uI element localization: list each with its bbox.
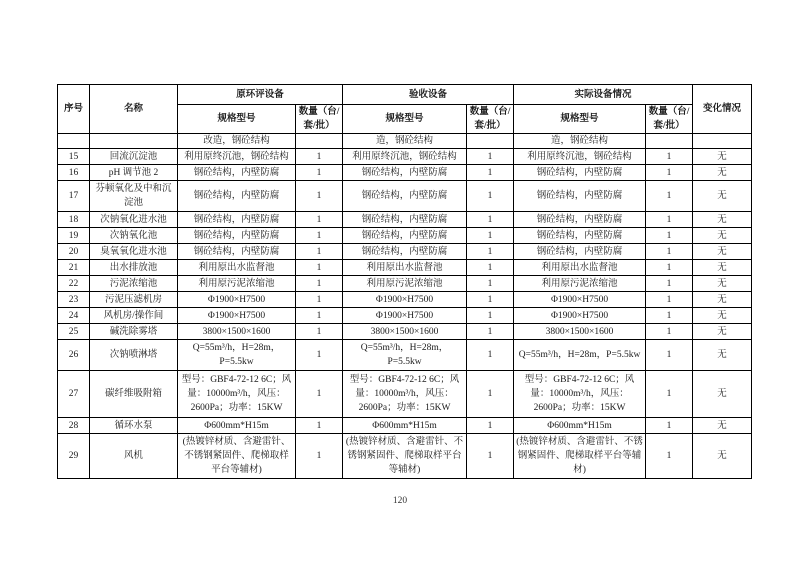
cell-qty-acceptance: 1 — [467, 434, 514, 479]
cell-index: 28 — [58, 418, 90, 434]
cell-index: 27 — [58, 371, 90, 418]
cell-spec-acceptance: Q=55m³/h，H=28m，P=5.5kw — [343, 340, 467, 371]
cell-qty-eia: 1 — [296, 149, 343, 165]
header-qty-eia: 数量（台/套/批） — [296, 105, 343, 134]
header-group-row — [58, 85, 752, 105]
cell-qty-actual: 1 — [646, 165, 693, 181]
header-index: 序号 — [58, 85, 90, 134]
cell-spec-actual: 钢砼结构，内壁防腐 — [514, 228, 646, 244]
cell-spec-acceptance: 利用原出水监督池 — [343, 260, 467, 276]
cell-qty-actual: 1 — [646, 418, 693, 434]
cell-index: 19 — [58, 228, 90, 244]
cell-spec-actual: 利用原污泥浓缩池 — [514, 276, 646, 292]
cell-index: 25 — [58, 324, 90, 340]
cell-change: 无 — [693, 149, 752, 165]
cell-name: 碱洗除雾塔 — [90, 324, 178, 340]
table-row — [58, 134, 752, 149]
cell-qty-actual: 1 — [646, 308, 693, 324]
table-row — [58, 228, 752, 244]
cell-qty-actual: 1 — [646, 292, 693, 308]
table-row — [58, 244, 752, 260]
table-row — [58, 212, 752, 228]
cell-qty-actual: 1 — [646, 371, 693, 418]
header-spec-actual: 规格型号 — [514, 105, 646, 134]
cell-index: 15 — [58, 149, 90, 165]
equipment-table — [57, 84, 752, 479]
cell-spec-eia: (热镀锌材质、含避雷针、不锈钢紧固件、爬梯取样平台等辅材) — [178, 434, 296, 479]
cell-spec-eia: 钢砼结构，内壁防腐 — [178, 212, 296, 228]
cell-qty-eia: 1 — [296, 434, 343, 479]
cell-spec-acceptance: 型号：GBF4-72-12 6C；风量：10000m³/h，风压：2600Pa；功率：15KW — [343, 371, 467, 418]
table-row — [58, 276, 752, 292]
cell-name: 回流沉淀池 — [90, 149, 178, 165]
cell-name: 次钠氧化池 — [90, 228, 178, 244]
cell-spec-acceptance: 3800×1500×1600 — [343, 324, 467, 340]
cell-spec-actual: 钢砼结构，内壁防腐 — [514, 165, 646, 181]
cell-spec-eia: 钢砼结构，内壁防腐 — [178, 165, 296, 181]
cell-index: 23 — [58, 292, 90, 308]
cell-spec-acceptance: Φ1900×H7500 — [343, 292, 467, 308]
header-change: 变化情况 — [693, 85, 752, 134]
cell-spec-eia: 钢砼结构，内壁防腐 — [178, 181, 296, 212]
cell-qty-actual — [646, 134, 693, 149]
cell-qty-acceptance: 1 — [467, 324, 514, 340]
cell-spec-eia: Φ600mm*H15m — [178, 418, 296, 434]
cell-qty-eia: 1 — [296, 324, 343, 340]
cell-spec-actual: Φ1900×H7500 — [514, 308, 646, 324]
table-row — [58, 340, 752, 371]
cell-change: 无 — [693, 260, 752, 276]
table-row — [58, 324, 752, 340]
cell-change: 无 — [693, 165, 752, 181]
cell-change: 无 — [693, 228, 752, 244]
cell-change: 无 — [693, 418, 752, 434]
cell-name: 循环水泵 — [90, 418, 178, 434]
cell-spec-eia: 3800×1500×1600 — [178, 324, 296, 340]
cell-index: 16 — [58, 165, 90, 181]
cell-qty-acceptance: 1 — [467, 308, 514, 324]
cell-qty-acceptance: 1 — [467, 149, 514, 165]
table-row — [58, 434, 752, 479]
cell-spec-actual: Φ600mm*H15m — [514, 418, 646, 434]
cell-change: 无 — [693, 340, 752, 371]
cell-qty-acceptance: 1 — [467, 165, 514, 181]
cell-qty-acceptance: 1 — [467, 292, 514, 308]
cell-qty-eia: 1 — [296, 181, 343, 212]
cell-name: 碳纤维吸附箱 — [90, 371, 178, 418]
cell-spec-actual: Φ1900×H7500 — [514, 292, 646, 308]
cell-change — [693, 134, 752, 149]
cell-spec-actual: 钢砼结构，内壁防腐 — [514, 212, 646, 228]
cell-spec-acceptance: 造，钢砼结构 — [343, 134, 467, 149]
cell-spec-acceptance: 利用原污泥浓缩池 — [343, 276, 467, 292]
cell-qty-actual: 1 — [646, 181, 693, 212]
cell-qty-eia: 1 — [296, 418, 343, 434]
header-spec-eia: 规格型号 — [178, 105, 296, 134]
cell-qty-acceptance: 1 — [467, 212, 514, 228]
cell-name: pH 调节池 2 — [90, 165, 178, 181]
cell-spec-eia: Φ1900×H7500 — [178, 308, 296, 324]
cell-index: 29 — [58, 434, 90, 479]
cell-name: 污泥压滤机房 — [90, 292, 178, 308]
cell-change: 无 — [693, 244, 752, 260]
cell-spec-eia: Φ1900×H7500 — [178, 292, 296, 308]
cell-name: 风机房/操作间 — [90, 308, 178, 324]
header-qty-actual: 数量（台/套/批） — [646, 105, 693, 134]
header-group-acceptance: 验收设备 — [343, 85, 514, 105]
cell-change: 无 — [693, 324, 752, 340]
cell-index: 26 — [58, 340, 90, 371]
cell-name: 污泥浓缩池 — [90, 276, 178, 292]
cell-qty-actual: 1 — [646, 340, 693, 371]
cell-spec-eia: 型号：GBF4-72-12 6C；风量：10000m³/h，风压：2600Pa；功率：15KW — [178, 371, 296, 418]
cell-index: 24 — [58, 308, 90, 324]
cell-spec-eia: 利用原出水监督池 — [178, 260, 296, 276]
cell-qty-eia: 1 — [296, 276, 343, 292]
cell-qty-acceptance: 1 — [467, 244, 514, 260]
table-row — [58, 181, 752, 212]
cell-qty-actual: 1 — [646, 228, 693, 244]
cell-qty-actual: 1 — [646, 212, 693, 228]
cell-change: 无 — [693, 292, 752, 308]
cell-name: 芬顿氧化及中和沉淀池 — [90, 181, 178, 212]
cell-change: 无 — [693, 308, 752, 324]
cell-qty-acceptance: 1 — [467, 260, 514, 276]
cell-spec-actual: 造，钢砼结构 — [514, 134, 646, 149]
cell-spec-eia: 改造，钢砼结构 — [178, 134, 296, 149]
cell-qty-actual: 1 — [646, 260, 693, 276]
table-row — [58, 418, 752, 434]
cell-spec-eia: 钢砼结构，内壁防腐 — [178, 228, 296, 244]
header-group-eia: 原环评设备 — [178, 85, 343, 105]
cell-spec-acceptance: 钢砼结构，内壁防腐 — [343, 212, 467, 228]
cell-qty-acceptance: 1 — [467, 340, 514, 371]
header-qty-acceptance: 数量（台/套/批） — [467, 105, 514, 134]
cell-index: 18 — [58, 212, 90, 228]
cell-change: 无 — [693, 212, 752, 228]
cell-qty-eia: 1 — [296, 308, 343, 324]
cell-qty-actual: 1 — [646, 244, 693, 260]
cell-spec-actual: Q=55m³/h，H=28m，P=5.5kw — [514, 340, 646, 371]
cell-qty-eia: 1 — [296, 292, 343, 308]
cell-spec-actual: 钢砼结构，内壁防腐 — [514, 244, 646, 260]
cell-spec-acceptance: 钢砼结构，内壁防腐 — [343, 244, 467, 260]
cell-spec-actual: (热镀锌材质、含避雷针、不锈钢紧固件、爬梯取样平台等辅材) — [514, 434, 646, 479]
cell-change: 无 — [693, 276, 752, 292]
cell-qty-acceptance: 1 — [467, 228, 514, 244]
cell-qty-acceptance: 1 — [467, 371, 514, 418]
cell-spec-acceptance: 钢砼结构，内壁防腐 — [343, 165, 467, 181]
cell-qty-eia — [296, 134, 343, 149]
cell-qty-eia: 1 — [296, 260, 343, 276]
cell-index: 21 — [58, 260, 90, 276]
cell-spec-eia: Q=55m³/h，H=28m，P=5.5kw — [178, 340, 296, 371]
cell-spec-acceptance: Φ600mm*H15m — [343, 418, 467, 434]
header-group-actual: 实际设备情况 — [514, 85, 693, 105]
cell-index — [58, 134, 90, 149]
cell-qty-actual: 1 — [646, 149, 693, 165]
cell-change: 无 — [693, 181, 752, 212]
cell-qty-eia: 1 — [296, 340, 343, 371]
cell-name: 次钠氧化进水池 — [90, 212, 178, 228]
cell-index: 20 — [58, 244, 90, 260]
cell-spec-actual: 利用原出水监督池 — [514, 260, 646, 276]
cell-qty-eia: 1 — [296, 212, 343, 228]
cell-qty-acceptance: 1 — [467, 181, 514, 212]
cell-qty-actual: 1 — [646, 276, 693, 292]
cell-spec-actual: 利用原终沉池，钢砼结构 — [514, 149, 646, 165]
cell-spec-eia: 钢砼结构，内壁防腐 — [178, 244, 296, 260]
cell-index: 17 — [58, 181, 90, 212]
cell-spec-actual: 型号：GBF4-72-12 6C；风量：10000m³/h，风压：2600Pa；功率：15KW — [514, 371, 646, 418]
table-row — [58, 165, 752, 181]
cell-spec-acceptance: Φ1900×H7500 — [343, 308, 467, 324]
cell-name: 风机 — [90, 434, 178, 479]
cell-spec-acceptance: 钢砼结构，内壁防腐 — [343, 228, 467, 244]
cell-qty-eia: 1 — [296, 165, 343, 181]
cell-name: 次钠喷淋塔 — [90, 340, 178, 371]
page-number: 120 — [392, 496, 408, 506]
cell-name — [90, 134, 178, 149]
cell-change: 无 — [693, 371, 752, 418]
table-row — [58, 308, 752, 324]
cell-qty-actual: 1 — [646, 434, 693, 479]
cell-spec-acceptance: 利用原终沉池，钢砼结构 — [343, 149, 467, 165]
table-row — [58, 149, 752, 165]
table-row — [58, 371, 752, 418]
cell-qty-actual: 1 — [646, 324, 693, 340]
cell-spec-eia: 利用原污泥浓缩池 — [178, 276, 296, 292]
cell-spec-actual: 3800×1500×1600 — [514, 324, 646, 340]
header-name: 名称 — [90, 85, 178, 134]
cell-change: 无 — [693, 434, 752, 479]
cell-qty-eia: 1 — [296, 228, 343, 244]
header-spec-acceptance: 规格型号 — [343, 105, 467, 134]
cell-qty-acceptance: 1 — [467, 418, 514, 434]
cell-qty-eia: 1 — [296, 244, 343, 260]
cell-name: 出水排放池 — [90, 260, 178, 276]
cell-qty-acceptance — [467, 134, 514, 149]
cell-name: 臭氧氧化进水池 — [90, 244, 178, 260]
cell-spec-actual: 钢砼结构，内壁防腐 — [514, 181, 646, 212]
cell-spec-acceptance: 钢砼结构，内壁防腐 — [343, 181, 467, 212]
cell-spec-acceptance: (热镀锌材质、含避雷针、不锈钢紧固件、爬梯取样平台等辅材) — [343, 434, 467, 479]
cell-qty-eia: 1 — [296, 371, 343, 418]
cell-spec-eia: 利用原终沉池，钢砼结构 — [178, 149, 296, 165]
table-row — [58, 260, 752, 276]
table-row — [58, 292, 752, 308]
cell-index: 22 — [58, 276, 90, 292]
cell-qty-acceptance: 1 — [467, 276, 514, 292]
